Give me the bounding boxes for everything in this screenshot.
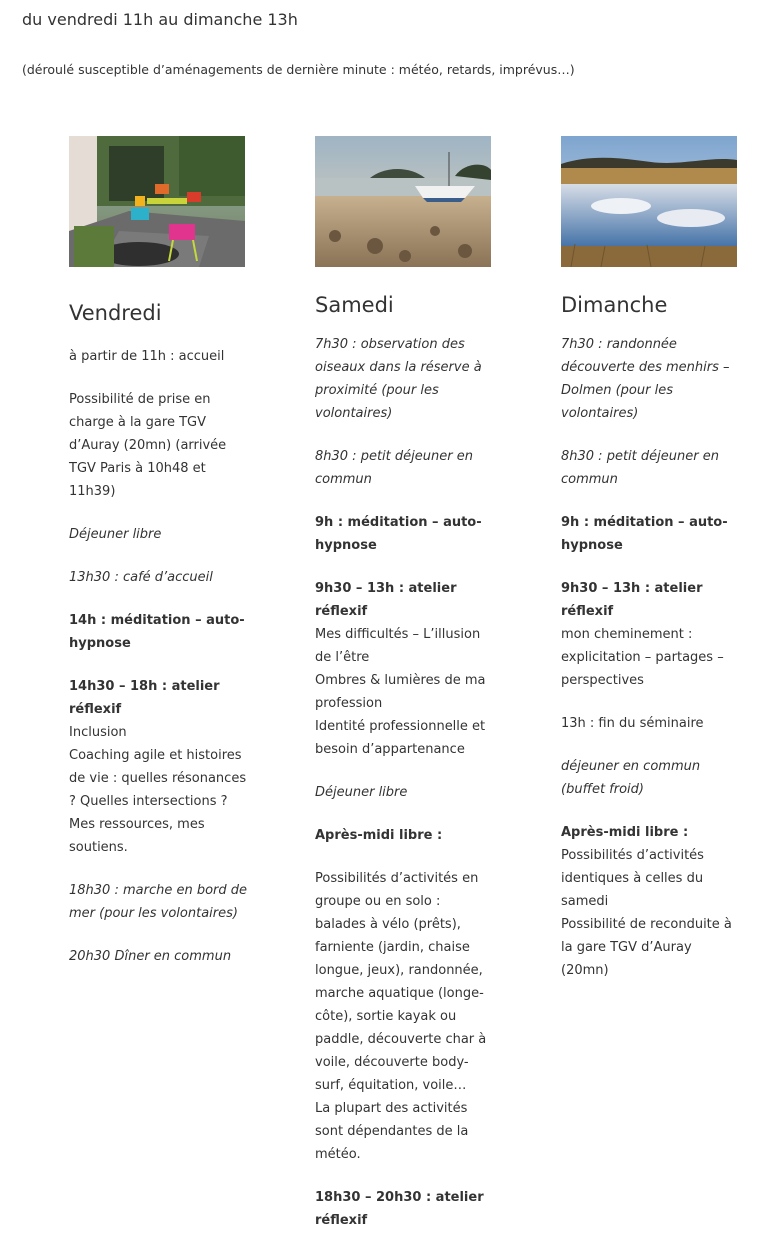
schedule-entry: [561, 511, 741, 557]
schedule-entry-title: Après-midi libre :: [561, 825, 689, 840]
beach-boat-image: [315, 136, 491, 267]
schedule-entry-title: 14h30 – 18h : atelier réflexif: [69, 679, 220, 717]
schedule-entry: 8h30 : petit déjeuner en commun: [561, 449, 719, 487]
schedule-entry: [561, 821, 741, 982]
schedule-entry-line: Coaching agile et histoires de vie : quelles résonances ? Quelles intersections ?: [69, 748, 247, 809]
schedule-entry: [315, 824, 495, 847]
schedule-entry: [315, 511, 495, 557]
schedule-entry: 18h30 : marche en bord de mer (pour les volontaires): [69, 883, 248, 921]
schedule-entry: [315, 577, 495, 761]
schedule-entry-title: 9h : méditation – auto-hypnose: [315, 515, 482, 553]
schedule-entry: 13h : fin du séminaire: [561, 716, 704, 731]
day-column-sunday: [561, 136, 741, 1002]
day-column-friday: [69, 136, 249, 988]
schedule-entry-title: 9h : méditation – auto-hypnose: [561, 515, 728, 553]
schedule-entry: [315, 867, 495, 1166]
schedule-entry-line: Ombres & lumières de ma profession: [315, 673, 486, 711]
schedule-entry-line: Possibilités d’activités en groupe ou en solo : balades à vélo (prêts), farniente (jardin, chaise longue, jeux), randonnée, marche aquatique (longe-côte), sortie kayak ou paddle, découverte char à voile, découverte body-surf, équitation, voile…: [315, 871, 487, 1093]
marsh-reflection-image: [561, 136, 737, 267]
day-schedule: [561, 333, 741, 982]
day-title: Dimanche: [561, 293, 668, 317]
schedule-entry: [561, 577, 741, 692]
garden-terrace-photo: [69, 136, 245, 267]
day-schedule: [69, 345, 249, 968]
beach-boat-photo: [315, 136, 491, 267]
day-title: Vendredi: [69, 301, 162, 325]
day-schedule: [315, 333, 495, 1232]
marsh-reflection-photo: [561, 136, 737, 267]
program-dates: du vendredi 11h au dimanche 13h: [22, 10, 298, 29]
schedule-entry: [69, 609, 249, 655]
schedule-entry-line: Possibilités d’activités identiques à celles du samedi: [561, 848, 704, 909]
schedule-entry-line: Identité professionnelle et besoin d’appartenance: [315, 719, 486, 757]
program-disclaimer: (déroulé susceptible d’aménagements de dernière minute : météo, retards, imprévus…): [22, 62, 575, 77]
schedule-entry-line: Inclusion: [69, 725, 127, 740]
schedule-entry: 7h30 : observation des oiseaux dans la réserve à proximité (pour les volontaires): [315, 337, 482, 421]
schedule-entry: 13h30 : café d’accueil: [69, 570, 213, 585]
schedule-entry: Possibilité de prise en charge à la gare TGV d’Auray (20mn) (arrivée TGV Paris à 10h48 et 11h39): [69, 392, 227, 499]
schedule-entry-title: Après-midi libre :: [315, 828, 443, 843]
day-column-saturday: [315, 136, 495, 1252]
schedule-entry: à partir de 11h : accueil: [69, 349, 225, 364]
schedule-entry-line: La plupart des activités sont dépendantes de la météo.: [315, 1101, 469, 1162]
schedule-entry: 20h30 Dîner en commun: [69, 949, 232, 964]
garden-terrace-image: [69, 136, 245, 267]
day-title: Samedi: [315, 293, 394, 317]
schedule-entry-line: Mes ressources, mes soutiens.: [69, 817, 205, 855]
schedule-entry: Déjeuner libre: [69, 527, 162, 542]
schedule-entry: déjeuner en commun (buffet froid): [561, 759, 701, 797]
schedule-entry: [315, 1186, 495, 1232]
schedule-entry-title: 14h : méditation – auto-hypnose: [69, 613, 245, 651]
schedule-entry: [69, 675, 249, 859]
schedule-entry-line: mon cheminement : explicitation – partages – perspectives: [561, 627, 724, 688]
schedule-entry-line: Mes difficultés – L’illusion de l’être: [315, 627, 481, 665]
schedule-entry-line: Possibilité de reconduite à la gare TGV d’Auray (20mn): [561, 917, 732, 978]
schedule-entry: 8h30 : petit déjeuner en commun: [315, 449, 473, 487]
schedule-entry: 7h30 : randonnée découverte des menhirs – Dolmen (pour les volontaires): [561, 337, 730, 421]
schedule-entry-title: 9h30 – 13h : atelier réflexif: [561, 581, 703, 619]
schedule-entry: Déjeuner libre: [315, 785, 408, 800]
schedule-entry-title: 9h30 – 13h : atelier réflexif: [315, 581, 457, 619]
schedule-entry-title: 18h30 – 20h30 : atelier réflexif: [315, 1190, 484, 1228]
